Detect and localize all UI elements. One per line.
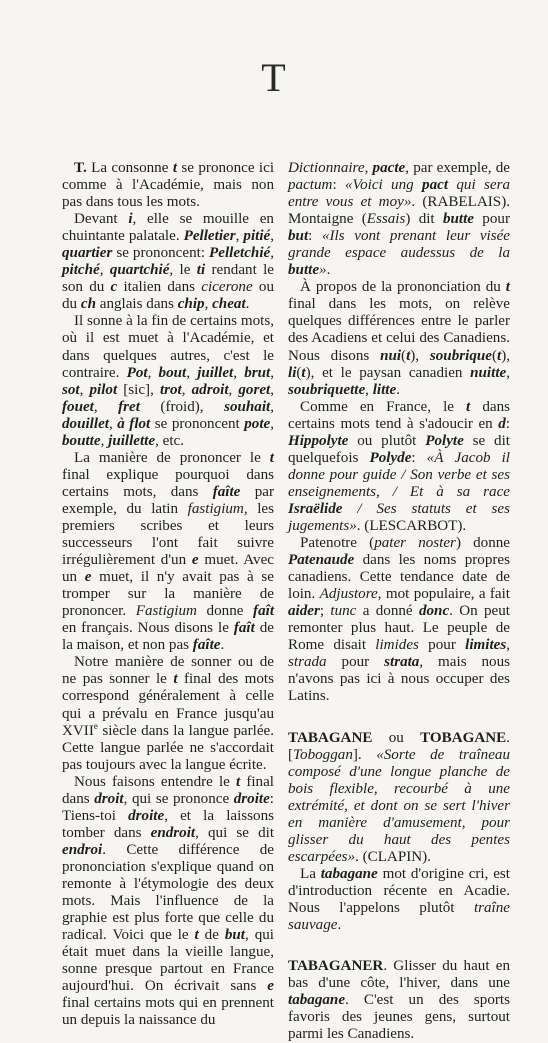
section-letter: T (261, 55, 287, 100)
paragraph: Dictionnaire, pacte, par exemple, de pactum: «Voici ung pact qui sera entre vous et moy». (RABELAIS). Montaigne (Essais) dit butte pour but: «Ils vont prenant leur visée grande espace audessus de la butte». (288, 160, 511, 279)
dictionary-entry-tabaganer: TABAGANER. Glisser du haut en bas d'une côte, l'hiver, dans une tabagane. C'est un des sports favoris des jeunes gens, surtout parmi les Canadiens. (288, 958, 510, 1043)
paragraph: La manière de prononcer le t final explique pourquoi dans certains mots, dans faîte par exemple, du latin fastigium, les premiers scribes et leurs successeurs l'ont fait suivre irrégulièrement d'un e muet. Avec un e muet, il n'y avait pas à se tromper sur la manière de prononcer. Fastigium donne faît en français. Nous disons le faît de la maison, et non pas faîte. (62, 449, 275, 654)
paragraph: Nous faisons entendre le t final dans droit, qui se prononce droite: Tiens-toi droite, et la laissons tomber dans endroit, qui se dit endroi. Cette différence de prononciation s'explique quand on remonte à l'étymologie des deux mots. Mais l'influence de la graphie est plus forte que celle du radical. Voici que le t de but, qui était muet dans la vieille langue, sonne presque partout en France aujourd'hui. On écrivait sans e final certains mots qui en prennent un depuis la naissance du (62, 773, 275, 1029)
right-column (288, 160, 510, 1043)
paragraph: À propos de la prononciation du t final dans les mots, on relève quelques différences entre le parler des Acadiens et celui des Canadiens. Nous disons nui(t), soubrique(t), li(t), et le paysan canadien nuitte, soubriquette, litte. (288, 279, 511, 398)
paragraph: Notre manière de sonner ou de ne pas sonner le t final des mots correspond généralement à celle qui a prévalu en France jusqu'au XVIIe siècle dans la langue parlée. Cette langue parlée ne s'accordait pas toujours avec la langue écrite. (62, 654, 274, 773)
paragraph: Il sonne à la fin de certains mots, où il est muet à l'Académie, et dans quelques autres, c'est le contraire. Pot, bout, juillet, brut, sot, pilot [sic], trot, adroit, goret, fouet, fret (froid), souhait, douillet, à flot se prononcent pote, boutte, juillette, etc. (62, 313, 275, 449)
left-column (62, 160, 274, 1029)
paragraph: Comme en France, le t dans certains mots tend à s'adoucir en d: Hippolyte ou plutôt Polyte se dit quelquefois Polyde: «À Jacob il donne pour guide / Son verbe et ses enseignements, / Et à sa race Israëlide / Ses statuts et ses jugements». (LESCARBOT). (288, 398, 510, 534)
paragraph: Patenotre (pater noster) donne Patenaude dans les noms propres canadiens. Cette tendance date de loin. Adjustore, mot populaire, a fait aider; tunc a donné donc. On peut remonter plus haut. Le peuple de Rome disait limides pour limites, strada pour strata, mais nous n'avons pas ici à nous occuper des Latins. (288, 535, 511, 705)
dictionary-entry-tabagane: TABAGANE ou TOBAGANE. [Toboggan]. «Sorte de traîneau composé d'une longue planche de bois flexible, recourbé à une extrémité, et dont on se sert l'hiver en manière d'amusement, pour glisser du haut des pentes escarpées». (CLAPIN). (288, 729, 510, 865)
paragraph: La tabagane mot d'origine cri, est d'introduction récente en Acadie. Nous l'appelons plutôt traîne sauvage. (288, 865, 510, 934)
paragraph: T. La consonne t se prononce ici comme à l'Académie, mais non pas dans tous les mots. (62, 160, 275, 211)
paragraph: Devant i, elle se mouille en chuintante palatale. Pelletier, pitié, quartier se prononcent: Pelletchié, pitché, quartchié, le ti rendant le son du c italien dans cicerone ou du ch anglais dans chip, cheat. (62, 211, 275, 313)
